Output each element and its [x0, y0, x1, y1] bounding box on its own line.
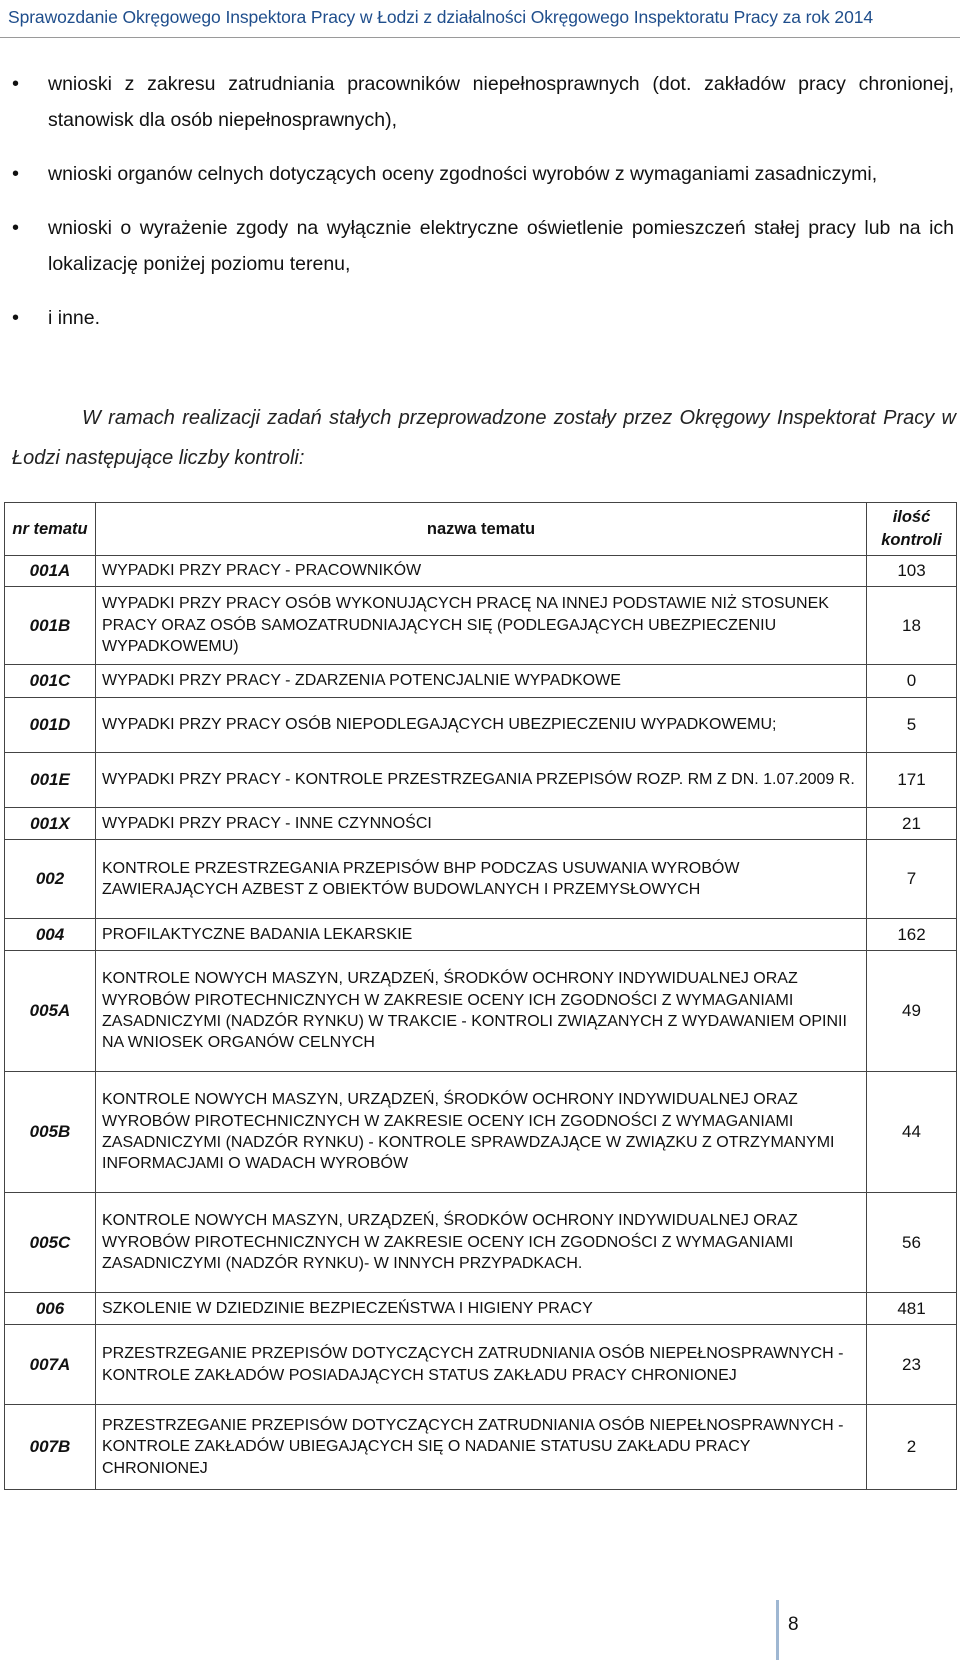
topic-number: 001C — [5, 665, 96, 698]
topic-name: WYPADKI PRZY PRACY - KONTROLE PRZESTRZEGANIA PRZEPISÓW ROZP. RM Z DN. 1.07.2009 R. — [96, 753, 867, 808]
header-title: Sprawozdanie Okręgowego Inspektora Pracy w Łodzi z działalności Okręgowego Inspektoratu Pracy za rok 2014 — [8, 7, 873, 27]
topic-name: KONTROLE NOWYCH MASZYN, URZĄDZEŃ, ŚRODKÓW OCHRONY INDYWIDUALNEJ ORAZ WYROBÓW PIROTECHNICZNYCH W ZAKRESIE OCENY ICH ZGODNOŚCI Z WYMAGANIAMI ZASADNICZYMI (NADZÓR RYNKU)- W INNYCH PRZYPADKACH. — [96, 1193, 867, 1293]
table-row — [5, 951, 957, 1072]
inspection-count: 162 — [867, 919, 957, 951]
page-header — [0, 0, 960, 38]
table-row — [5, 753, 957, 808]
topic-name: WYPADKI PRZY PRACY - PRACOWNIKÓW — [96, 556, 867, 587]
table-row — [5, 665, 957, 698]
topic-name: PRZESTRZEGANIE PRZEPISÓW DOTYCZĄCYCH ZATRUDNIANIA OSÓB NIEPEŁNOSPRAWNYCH - KONTROLE ZAKŁADÓW POSIADAJĄCYCH STATUS ZAKŁADU PRACY CHRONIONEJ — [96, 1325, 867, 1405]
topic-number: 004 — [5, 919, 96, 951]
table-row — [5, 919, 957, 951]
inspection-count: 171 — [867, 753, 957, 808]
inspection-topics-table — [4, 502, 957, 1490]
header-inspection-count: ilość kontroli — [867, 503, 957, 556]
topic-name: KONTROLE NOWYCH MASZYN, URZĄDZEŃ, ŚRODKÓW OCHRONY INDYWIDUALNEJ ORAZ WYROBÓW PIROTECHNICZNYCH W ZAKRESIE OCENY ICH ZGODNOŚCI Z WYMAGANIAMI ZASADNICZYMI (NADZÓR RYNKU) W TRAKCIE - KONTROLI ZWIĄZANYCH Z WYDAWANIEM OPINII NA WNIOSEK ORGANÓW CELNYCH — [96, 951, 867, 1072]
table-header-row — [5, 503, 957, 556]
topic-name: WYPADKI PRZY PRACY OSÓB NIEPODLEGAJĄCYCH UBEZPIECZENIU WYPADKOWEMU; — [96, 698, 867, 753]
topic-number: 001E — [5, 753, 96, 808]
inspection-count: 44 — [867, 1072, 957, 1193]
inspection-count: 2 — [867, 1405, 957, 1490]
table-row — [5, 1405, 957, 1490]
topic-name: KONTROLE NOWYCH MASZYN, URZĄDZEŃ, ŚRODKÓW OCHRONY INDYWIDUALNEJ ORAZ WYROBÓW PIROTECHNICZNYCH W ZAKRESIE OCENY ICH ZGODNOŚCI Z WYMAGANIAMI ZASADNICZYMI (NADZÓR RYNKU) - KONTROLE SPRAWDZAJĄCE W ZWIĄZKU Z OTRZYMANYMI INFORMACJAMI O WADACH WYROBÓW — [96, 1072, 867, 1193]
table-row — [5, 808, 957, 840]
topic-name: PRZESTRZEGANIE PRZEPISÓW DOTYCZĄCYCH ZATRUDNIANIA OSÓB NIEPEŁNOSPRAWNYCH - KONTROLE ZAKŁADÓW UBIEGAJĄCYCH SIĘ O NADANIE STATUSU ZAKŁADU PRACY CHRONIONEJ — [96, 1405, 867, 1490]
header-topic-number: nr tematu — [5, 503, 96, 556]
inspection-count: 481 — [867, 1293, 957, 1325]
table-row — [5, 1325, 957, 1405]
bullet-list — [0, 66, 960, 336]
topic-number: 005C — [5, 1193, 96, 1293]
header-topic-name: nazwa tematu — [96, 503, 867, 556]
topic-number: 001X — [5, 808, 96, 840]
table-row — [5, 587, 957, 665]
topic-name: WYPADKI PRZY PRACY - INNE CZYNNOŚCI — [96, 808, 867, 840]
topic-number: 007B — [5, 1405, 96, 1490]
topic-number: 001B — [5, 587, 96, 665]
inspection-count: 18 — [867, 587, 957, 665]
topic-number: 005B — [5, 1072, 96, 1193]
bullet-item: • wnioski organów celnych dotyczących oceny zgodności wyrobów z wymaganiami zasadniczymi, — [0, 156, 960, 192]
table-row — [5, 1072, 957, 1193]
inspection-count: 0 — [867, 665, 957, 698]
table-row — [5, 698, 957, 753]
bullet-item: • i inne. — [0, 300, 960, 336]
topic-name: PROFILAKTYCZNE BADANIA LEKARSKIE — [96, 919, 867, 951]
inspection-count: 5 — [867, 698, 957, 753]
inspection-count: 21 — [867, 808, 957, 840]
inspection-count: 49 — [867, 951, 957, 1072]
page-number — [776, 1600, 816, 1660]
inspection-count: 23 — [867, 1325, 957, 1405]
topic-name: KONTROLE PRZESTRZEGANIA PRZEPISÓW BHP PODCZAS USUWANIA WYROBÓW ZAWIERAJĄCYCH AZBEST Z OBIEKTÓW BUDOWLANYCH I PRZEMYSŁOWYCH — [96, 840, 867, 919]
inspection-count: 7 — [867, 840, 957, 919]
topic-name: WYPADKI PRZY PRACY - ZDARZENIA POTENCJALNIE WYPADKOWE — [96, 665, 867, 698]
bullet-item: • wnioski o wyrażenie zgody na wyłącznie elektryczne oświetlenie pomieszczeń stałej pracy lub na ich lokalizację poniżej poziomu terenu, — [0, 210, 960, 282]
bullet-item: • wnioski z zakresu zatrudniania pracowników niepełnosprawnych (dot. zakładów pracy chronionej, stanowisk dla osób niepełnosprawnych), — [0, 66, 960, 138]
table-row — [5, 556, 957, 587]
page-number-label: 8 — [788, 1614, 799, 1635]
topic-number: 002 — [5, 840, 96, 919]
topic-number: 001A — [5, 556, 96, 587]
topic-number: 001D — [5, 698, 96, 753]
topic-number: 005A — [5, 951, 96, 1072]
topic-name: WYPADKI PRZY PRACY OSÓB WYKONUJĄCYCH PRACĘ NA INNEJ PODSTAWIE NIŻ STOSUNEK PRACY ORAZ OSÓB SAMOZATRUDNIAJĄCYCH SIĘ (PODLEGAJĄCYCH UBEZPIECZENIU WYPADKOWEMU) — [96, 587, 867, 665]
table-row — [5, 1193, 957, 1293]
inspection-count: 56 — [867, 1193, 957, 1293]
intro-paragraph: W ramach realizacji zadań stałych przeprowadzone zostały przez Okręgowy Inspektorat Pracy w Łodzi następujące liczby kontroli: — [12, 407, 956, 469]
table-row — [5, 840, 957, 919]
table-row — [5, 1293, 957, 1325]
topic-name: SZKOLENIE W DZIEDZINIE BEZPIECZEŃSTWA I HIGIENY PRACY — [96, 1293, 867, 1325]
topic-number: 007A — [5, 1325, 96, 1405]
inspection-count: 103 — [867, 556, 957, 587]
topic-number: 006 — [5, 1293, 96, 1325]
